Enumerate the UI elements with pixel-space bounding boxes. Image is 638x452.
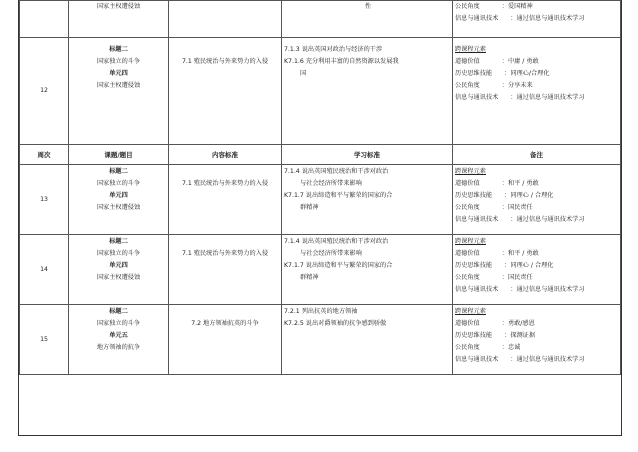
note-line: 信息与通讯技术 ：通过信息与通讯技术学习 <box>455 15 585 22</box>
learning-line: K7.2.5 说出对爵领袖的抗争感到骄傲 <box>284 320 387 327</box>
schedule-sheet <box>18 0 622 436</box>
topic-cell <box>69 165 169 235</box>
table-row <box>20 165 621 235</box>
table-row <box>20 305 621 375</box>
content-line: 7.2 地方领袖抗英的斗争 <box>191 320 259 327</box>
week-cell <box>20 1 69 38</box>
notes-cell <box>453 305 621 375</box>
note-line: 公民角度 ：忠诚 <box>455 344 521 351</box>
topic-title: 标题二 <box>109 168 128 175</box>
topic-cell <box>69 305 169 375</box>
learning-line: 7.1.4 说出英国殖民统治和干涉对政治 <box>284 168 389 175</box>
unit-line: 国家主权遭侵蚀 <box>96 82 141 89</box>
learning-cell <box>282 38 453 145</box>
topic-line: 国家独立的斗争 <box>96 58 141 65</box>
topic-cell <box>69 235 169 305</box>
content-cell <box>169 235 282 305</box>
content-line: 7.1 殖民统治与外来势力的入侵 <box>181 180 269 187</box>
topic-line: 国家独立的斗争 <box>96 250 141 257</box>
header-row <box>20 145 621 165</box>
week-cell: 14 <box>20 235 69 305</box>
note-line: 历史思维技能 ：同理心 / 合理化 <box>455 192 554 199</box>
week-cell: 13 <box>20 165 69 235</box>
learning-line: K7.1.6 充分利用丰富的自然资源以发展我 <box>284 58 399 65</box>
note-line: 信息与通讯技术 ：通过信息与通讯技术学习 <box>455 286 585 293</box>
schedule-table <box>19 0 621 375</box>
notes-title: 跨课程元素 <box>455 168 486 175</box>
header-topic: 课题/题目 <box>69 145 169 165</box>
unit-title: 单元四 <box>109 70 128 77</box>
note-line: 信息与通讯技术 ：通过信息与通讯技术学习 <box>455 216 585 223</box>
unit-line: 地方领袖的抗争 <box>96 344 141 351</box>
notes-title: 跨课程元素 <box>455 238 486 245</box>
topic-title: 标题二 <box>109 46 128 53</box>
learning-line: 性 <box>364 3 372 10</box>
note-line: 公民角度 ：爱国精神 <box>455 3 533 10</box>
notes-title: 跨课程元素 <box>455 308 486 315</box>
header-week: 周次 <box>20 145 69 165</box>
content-cell <box>169 1 282 38</box>
learning-line: 与社会经济所带来影响 <box>300 180 362 187</box>
notes-cell <box>453 1 621 38</box>
unit-line: 国家主权遭侵蚀 <box>96 204 141 211</box>
unit-title: 单元四 <box>109 192 128 199</box>
notes-cell <box>453 165 621 235</box>
week-cell: 12 <box>20 38 69 145</box>
header-notes: 备注 <box>453 145 621 165</box>
content-cell <box>169 38 282 145</box>
note-line: 信息与通讯技术 ：通过信息与通讯技术学习 <box>455 356 585 363</box>
week-cell: 15 <box>20 305 69 375</box>
topic-title: 标题二 <box>109 308 128 315</box>
learning-line: K7.1.7 说出缔造和平与繁荣的国家的合 <box>284 192 393 199</box>
table-row <box>20 235 621 305</box>
learning-line: 7.2.1 列出抗英的地方领袖 <box>284 308 358 315</box>
note-line: 历史思维技能 ：同理心 / 合理化 <box>455 262 554 269</box>
unit-title: 单元五 <box>109 332 128 339</box>
learning-line: 7.1.3 说出英国对政治与经济的干涉 <box>284 46 383 53</box>
notes-cell <box>453 235 621 305</box>
content-line: 7.1 殖民统治与外来势力的入侵 <box>181 250 269 257</box>
learning-cell <box>282 1 453 38</box>
note-line: 公民角度 ：分享未来 <box>455 82 533 89</box>
notes-title: 跨课程元素 <box>455 46 486 53</box>
topic-line: 国家独立的斗争 <box>96 320 141 327</box>
notes-cell <box>453 38 621 145</box>
topic-title: 标题二 <box>109 238 128 245</box>
unit-title: 单元四 <box>109 262 128 269</box>
note-line: 历史思维技能 ：同理心/合理化 <box>455 70 550 77</box>
learning-line: 群精神 <box>300 204 319 211</box>
content-line: 7.1 殖民统治与外来势力的入侵 <box>181 58 269 65</box>
note-line: 道德价值 ：勇敢/感恩 <box>455 320 535 327</box>
note-line: 历史思维技能 ：探测证据 <box>455 332 536 339</box>
note-line: 公民角度 ：国民责任 <box>455 274 533 281</box>
learning-line: 7.1.4 说出英国殖民统治和干涉对政治 <box>284 238 389 245</box>
learning-cell <box>282 165 453 235</box>
header-content-standard: 内容标准 <box>169 145 282 165</box>
topic-line: 国家主权遭侵蚀 <box>96 3 141 10</box>
learning-line: 群精神 <box>300 274 319 281</box>
topic-cell <box>69 38 169 145</box>
content-cell <box>169 165 282 235</box>
table-row <box>20 38 621 145</box>
learning-line: 与社会经济所带来影响 <box>300 250 362 257</box>
learning-cell <box>282 305 453 375</box>
note-line: 道德价值 ：中庸 / 勇敢 <box>455 58 539 65</box>
topic-line: 国家独立的斗争 <box>96 180 141 187</box>
learning-cell <box>282 235 453 305</box>
learning-line: K7.1.7 说出缔造和平与繁荣的国家的合 <box>284 262 393 269</box>
topic-cell <box>69 1 169 38</box>
note-line: 信息与通讯技术 ：通过信息与通讯技术学习 <box>455 94 585 101</box>
learning-line: 国 <box>300 70 307 77</box>
header-learning-standard: 学习标准 <box>282 145 453 165</box>
note-line: 道德价值 ：和平 / 勇敢 <box>455 180 539 187</box>
table-row <box>20 1 621 38</box>
unit-line: 国家主权遭侵蚀 <box>96 274 141 281</box>
note-line: 公民角度 ：国民责任 <box>455 204 533 211</box>
note-line: 道德价值 ：和平 / 勇敢 <box>455 250 539 257</box>
content-cell <box>169 305 282 375</box>
